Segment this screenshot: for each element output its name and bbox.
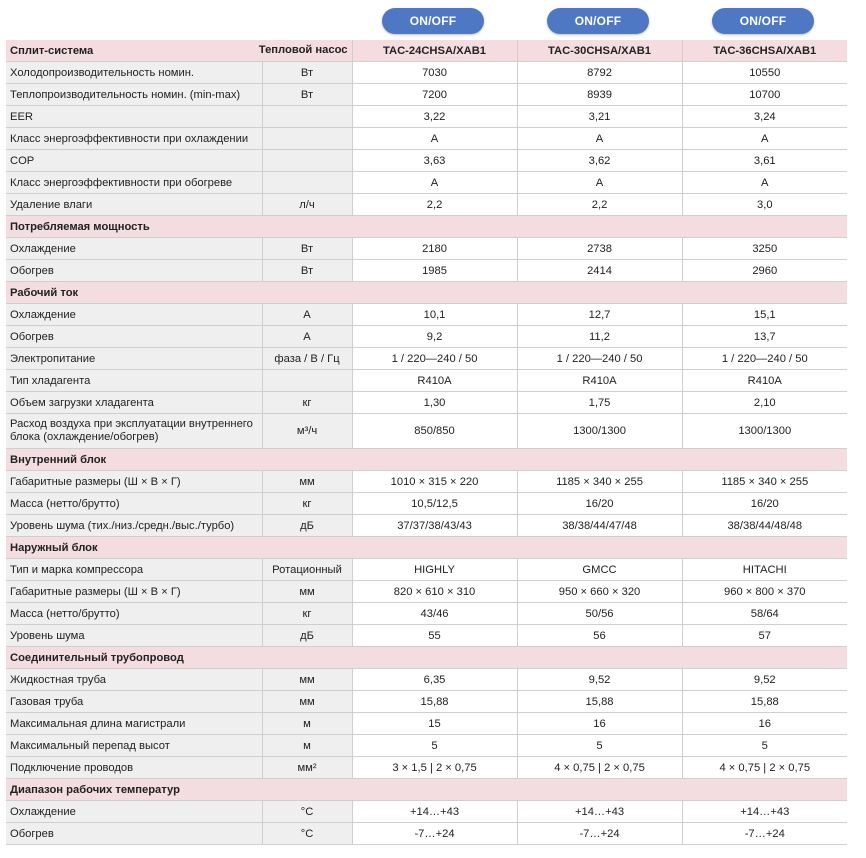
table-row [6, 260, 847, 282]
param-label: Габаритные размеры (Ш × В × Г) [6, 581, 262, 603]
param-label: Охлаждение [6, 304, 262, 326]
value-cell-model-1: 820 × 610 × 310 [352, 581, 517, 603]
value-cell-model-3: 3,61 [682, 150, 847, 172]
value-cell-model-2: 3,62 [517, 150, 682, 172]
value-cell-model-1: 1010 × 315 × 220 [352, 471, 517, 493]
value-cell-model-3: 15,88 [682, 691, 847, 713]
value-cell-model-1: 1,30 [352, 392, 517, 414]
unit-cell: Вт [262, 238, 352, 260]
value-cell-model-3: 10700 [682, 84, 847, 106]
table-row [6, 735, 847, 757]
value-cell-model-3: 57 [682, 625, 847, 647]
table-row [6, 713, 847, 735]
value-cell-model-1: 10,1 [352, 304, 517, 326]
unit-cell: фаза / В / Гц [262, 348, 352, 370]
unit-cell: кг [262, 603, 352, 625]
header-model-3: TAC-36CHSA/XAB1 [682, 40, 847, 62]
value-cell-model-1: 1 / 220—240 / 50 [352, 348, 517, 370]
header-left-label: Сплит-система [10, 44, 94, 57]
unit-cell: °C [262, 823, 352, 845]
value-cell-model-1: 55 [352, 625, 517, 647]
param-label: Удаление влаги [6, 194, 262, 216]
value-cell-model-2: -7…+24 [517, 823, 682, 845]
value-cell-model-1: 15,88 [352, 691, 517, 713]
header-right-label: Тепловой насос [258, 44, 348, 56]
value-cell-model-2: 11,2 [517, 326, 682, 348]
unit-cell: л/ч [262, 194, 352, 216]
value-cell-model-2: 8792 [517, 62, 682, 84]
value-cell-model-2: 56 [517, 625, 682, 647]
value-cell-model-1: HIGHLY [352, 559, 517, 581]
value-cell-model-3: 15,1 [682, 304, 847, 326]
value-cell-model-2: 15,88 [517, 691, 682, 713]
value-cell-model-3: 1 / 220—240 / 50 [682, 348, 847, 370]
table-row [6, 326, 847, 348]
section-row [6, 216, 847, 238]
value-cell-model-2: 12,7 [517, 304, 682, 326]
value-cell-model-3: +14…+43 [682, 801, 847, 823]
value-cell-model-3: 16 [682, 713, 847, 735]
value-cell-model-2: 38/38/44/47/48 [517, 515, 682, 537]
value-cell-model-1: 15 [352, 713, 517, 735]
section-title: Рабочий ток [6, 282, 847, 304]
value-cell-model-3: HITACHI [682, 559, 847, 581]
value-cell-model-3: 13,7 [682, 326, 847, 348]
unit-cell: °C [262, 801, 352, 823]
value-cell-model-1: 43/46 [352, 603, 517, 625]
param-label: Класс энергоэффективности при обогреве [6, 172, 262, 194]
value-cell-model-1: 10,5/12,5 [352, 493, 517, 515]
value-cell-model-1: 7200 [352, 84, 517, 106]
value-cell-model-3: 2960 [682, 260, 847, 282]
value-cell-model-3: R410A [682, 370, 847, 392]
value-cell-model-2: 1185 × 340 × 255 [517, 471, 682, 493]
value-cell-model-2: 16/20 [517, 493, 682, 515]
value-cell-model-3: 3,24 [682, 106, 847, 128]
unit-cell: кг [262, 392, 352, 414]
param-label: Максимальный перепад высот [6, 735, 262, 757]
value-cell-model-3: 1185 × 340 × 255 [682, 471, 847, 493]
param-label: Уровень шума (тих./низ./средн./выс./турбо) [6, 515, 262, 537]
param-label: Обогрев [6, 326, 262, 348]
value-cell-model-2: 5 [517, 735, 682, 757]
table-row [6, 128, 847, 150]
value-cell-model-1: 9,2 [352, 326, 517, 348]
table-row [6, 62, 847, 84]
table-header-row [6, 40, 847, 62]
value-cell-model-1: 37/37/38/43/43 [352, 515, 517, 537]
value-cell-model-3: 58/64 [682, 603, 847, 625]
value-cell-model-3: 960 × 800 × 370 [682, 581, 847, 603]
param-label: COP [6, 150, 262, 172]
value-cell-model-2: R410A [517, 370, 682, 392]
value-cell-model-1: +14…+43 [352, 801, 517, 823]
value-cell-model-3: 3250 [682, 238, 847, 260]
unit-cell: дБ [262, 515, 352, 537]
param-label: Электропитание [6, 348, 262, 370]
table-row [6, 603, 847, 625]
value-cell-model-2: 1,75 [517, 392, 682, 414]
spec-table [6, 40, 847, 845]
value-cell-model-1: 3 × 1,5 | 2 × 0,75 [352, 757, 517, 779]
value-cell-model-2: 1300/1300 [517, 414, 682, 449]
table-row [6, 471, 847, 493]
header-cell-system [6, 40, 352, 62]
value-cell-model-3: 5 [682, 735, 847, 757]
section-row [6, 449, 847, 471]
value-cell-model-1: R410A [352, 370, 517, 392]
param-label: Тип хладагента [6, 370, 262, 392]
value-cell-model-2: +14…+43 [517, 801, 682, 823]
section-title: Наружный блок [6, 537, 847, 559]
on-off-badge: ON/OFF [382, 8, 484, 34]
section-title: Внутренний блок [6, 449, 847, 471]
unit-cell: мм [262, 669, 352, 691]
value-cell-model-1: 1985 [352, 260, 517, 282]
on-off-badge: ON/OFF [712, 8, 814, 34]
unit-cell: мм [262, 471, 352, 493]
param-label: Газовая труба [6, 691, 262, 713]
value-cell-model-3: 9,52 [682, 669, 847, 691]
param-label: Холодопроизводительность номин. [6, 62, 262, 84]
value-cell-model-2: 9,52 [517, 669, 682, 691]
param-label: Обогрев [6, 260, 262, 282]
value-cell-model-1: 5 [352, 735, 517, 757]
value-cell-model-2: A [517, 172, 682, 194]
table-row [6, 581, 847, 603]
section-row [6, 537, 847, 559]
unit-cell: м³/ч [262, 414, 352, 449]
table-row [6, 238, 847, 260]
section-title: Соединительный трубопровод [6, 647, 847, 669]
table-row [6, 194, 847, 216]
section-row [6, 647, 847, 669]
unit-cell: мм [262, 581, 352, 603]
table-row [6, 801, 847, 823]
unit-cell: Вт [262, 62, 352, 84]
table-row [6, 691, 847, 713]
table-row [6, 304, 847, 326]
section-row [6, 779, 847, 801]
value-cell-model-1: 6,35 [352, 669, 517, 691]
unit-cell [262, 128, 352, 150]
value-cell-model-2: GMCC [517, 559, 682, 581]
value-cell-model-2: 950 × 660 × 320 [517, 581, 682, 603]
table-row [6, 515, 847, 537]
param-label: Уровень шума [6, 625, 262, 647]
badge-bar [0, 0, 866, 40]
value-cell-model-3: A [682, 128, 847, 150]
param-label: Теплопроизводительность номин. (min-max) [6, 84, 262, 106]
value-cell-model-1: A [352, 172, 517, 194]
unit-cell: A [262, 304, 352, 326]
value-cell-model-1: -7…+24 [352, 823, 517, 845]
param-label: Охлаждение [6, 801, 262, 823]
table-row [6, 84, 847, 106]
unit-cell: дБ [262, 625, 352, 647]
section-row [6, 282, 847, 304]
unit-cell: м [262, 735, 352, 757]
param-label: Подключение проводов [6, 757, 262, 779]
value-cell-model-1: 3,22 [352, 106, 517, 128]
param-label: Масса (нетто/брутто) [6, 493, 262, 515]
section-title: Потребляемая мощность [6, 216, 847, 238]
value-cell-model-1: 850/850 [352, 414, 517, 449]
table-row [6, 757, 847, 779]
value-cell-model-3: -7…+24 [682, 823, 847, 845]
unit-cell: Ротационный [262, 559, 352, 581]
value-cell-model-2: 4 × 0,75 | 2 × 0,75 [517, 757, 682, 779]
section-title: Диапазон рабочих температур [6, 779, 847, 801]
table-row [6, 392, 847, 414]
table-row [6, 150, 847, 172]
unit-cell: мм [262, 691, 352, 713]
value-cell-model-2: 2414 [517, 260, 682, 282]
param-label: Максимальная длина магистрали [6, 713, 262, 735]
value-cell-model-2: 1 / 220—240 / 50 [517, 348, 682, 370]
param-label: Обогрев [6, 823, 262, 845]
header-model-1: TAC-24CHSA/XAB1 [352, 40, 517, 62]
unit-cell [262, 370, 352, 392]
param-label: Объем загрузки хладагента [6, 392, 262, 414]
value-cell-model-3: 38/38/44/48/48 [682, 515, 847, 537]
unit-cell: м [262, 713, 352, 735]
param-label: Охлаждение [6, 238, 262, 260]
value-cell-model-2: 2738 [517, 238, 682, 260]
unit-cell [262, 150, 352, 172]
unit-cell: мм² [262, 757, 352, 779]
table-row [6, 414, 847, 449]
unit-cell: кг [262, 493, 352, 515]
table-row [6, 348, 847, 370]
param-label: Тип и марка компрессора [6, 559, 262, 581]
value-cell-model-1: 2180 [352, 238, 517, 260]
value-cell-model-2: 3,21 [517, 106, 682, 128]
param-label: Масса (нетто/брутто) [6, 603, 262, 625]
value-cell-model-1: 7030 [352, 62, 517, 84]
unit-cell [262, 172, 352, 194]
value-cell-model-2: 8939 [517, 84, 682, 106]
table-row [6, 559, 847, 581]
value-cell-model-1: 2,2 [352, 194, 517, 216]
table-row [6, 669, 847, 691]
value-cell-model-1: A [352, 128, 517, 150]
value-cell-model-3: 1300/1300 [682, 414, 847, 449]
value-cell-model-1: 3,63 [352, 150, 517, 172]
unit-cell: A [262, 326, 352, 348]
param-label: Габаритные размеры (Ш × В × Г) [6, 471, 262, 493]
table-row [6, 625, 847, 647]
on-off-badge: ON/OFF [547, 8, 649, 34]
value-cell-model-3: 4 × 0,75 | 2 × 0,75 [682, 757, 847, 779]
table-row [6, 823, 847, 845]
param-label: EER [6, 106, 262, 128]
unit-cell [262, 106, 352, 128]
table-row [6, 172, 847, 194]
unit-cell: Вт [262, 84, 352, 106]
value-cell-model-3: 2,10 [682, 392, 847, 414]
value-cell-model-2: 16 [517, 713, 682, 735]
value-cell-model-3: 16/20 [682, 493, 847, 515]
table-row [6, 106, 847, 128]
value-cell-model-3: 10550 [682, 62, 847, 84]
value-cell-model-2: 50/56 [517, 603, 682, 625]
param-label: Жидкостная труба [6, 669, 262, 691]
value-cell-model-3: A [682, 172, 847, 194]
unit-cell: Вт [262, 260, 352, 282]
param-label: Класс энергоэффективности при охлаждении [6, 128, 262, 150]
table-row [6, 493, 847, 515]
value-cell-model-2: A [517, 128, 682, 150]
table-row [6, 370, 847, 392]
value-cell-model-2: 2,2 [517, 194, 682, 216]
value-cell-model-3: 3,0 [682, 194, 847, 216]
header-model-2: TAC-30CHSA/XAB1 [517, 40, 682, 62]
param-label: Расход воздуха при эксплуатации внутреннего блока (охлаждение/обогрев) [6, 414, 262, 449]
